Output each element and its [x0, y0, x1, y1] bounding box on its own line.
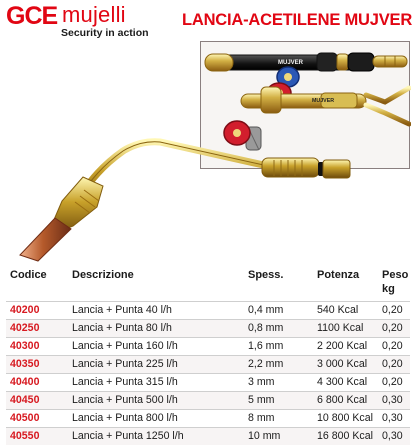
gce-logo: GCE — [6, 2, 58, 30]
code-cell: 40250 — [10, 322, 40, 334]
power-cell: 540 Kcal — [317, 304, 359, 316]
thickness-cell: 5 mm — [248, 394, 275, 406]
table-row — [6, 355, 410, 373]
weight-cell: 0,20 — [382, 322, 403, 334]
description-cell: Lancia + Punta 500 l/h — [72, 394, 178, 406]
product-title: LANCIA-ACETILENE MUJVER — [182, 11, 413, 29]
thickness-cell: 0,4 mm — [248, 304, 284, 316]
power-cell: 10 800 Kcal — [317, 412, 373, 424]
brand-logo — [6, 4, 166, 48]
photo-label-top: MUJVER — [278, 60, 304, 66]
description-cell: Lancia + Punta 315 l/h — [72, 376, 178, 388]
weight-cell: 0,20 — [382, 358, 403, 370]
thickness-cell: 1,6 mm — [248, 340, 284, 352]
weight-cell: 0,30 — [382, 412, 403, 424]
code-cell: 40450 — [10, 394, 40, 406]
handle-bottom-photo — [241, 87, 409, 150]
description-cell: Lancia + Punta 160 l/h — [72, 340, 178, 352]
brand-tagline: Security in action — [61, 27, 149, 39]
code-cell: 40550 — [10, 430, 40, 442]
column-header-spess: Spess. — [248, 269, 284, 281]
table-row — [6, 319, 410, 337]
power-cell: 1100 Kcal — [317, 322, 364, 334]
handle-top-photo — [205, 53, 407, 71]
column-header-potenza: Potenza — [317, 269, 360, 281]
thickness-cell: 2,2 mm — [248, 358, 284, 370]
code-cell: 40400 — [10, 376, 40, 388]
photo-label-bottom: MUJVER — [312, 98, 335, 104]
red-valve-knob-bottom — [224, 121, 250, 145]
table-row — [6, 427, 410, 445]
thickness-cell: 10 mm — [248, 430, 281, 442]
power-cell: 3 000 Kcal — [317, 358, 368, 370]
thickness-cell: 3 mm — [248, 376, 275, 388]
power-cell: 6 800 Kcal — [317, 394, 368, 406]
code-cell: 40350 — [10, 358, 40, 370]
thickness-cell: 0,8 mm — [248, 322, 284, 334]
description-cell: Lancia + Punta 800 l/h — [72, 412, 178, 424]
mujelli-logo: mujelli — [62, 2, 126, 27]
description-cell: Lancia + Punta 225 l/h — [72, 358, 178, 370]
table-row — [6, 409, 410, 427]
power-cell: 2 200 Kcal — [317, 340, 368, 352]
torch-photo-illustration — [201, 42, 411, 170]
weight-cell: 0,20 — [382, 304, 403, 316]
column-header-peso: Peso kg — [382, 269, 409, 295]
code-cell: 40300 — [10, 340, 40, 352]
thickness-cell: 8 mm — [248, 412, 275, 424]
power-cell: 16 800 Kcal — [317, 430, 373, 442]
product-table — [6, 268, 410, 445]
product-photo-box — [200, 41, 410, 169]
description-cell: Lancia + Punta 1250 l/h — [72, 430, 184, 442]
weight-cell: 0,20 — [382, 376, 403, 388]
table-row — [6, 337, 410, 355]
description-cell: Lancia + Punta 80 l/h — [72, 322, 172, 334]
power-cell: 4 300 Kcal — [317, 376, 368, 388]
weight-cell: 0,20 — [382, 340, 403, 352]
table-row — [6, 391, 410, 409]
column-header-codice: Codice — [10, 269, 47, 281]
table-row — [6, 373, 410, 391]
code-cell: 40500 — [10, 412, 40, 424]
weight-cell: 0,30 — [382, 394, 403, 406]
table-header — [6, 268, 410, 301]
weight-cell: 0,30 — [382, 430, 403, 442]
description-cell: Lancia + Punta 40 l/h — [72, 304, 172, 316]
table-row — [6, 301, 410, 319]
column-header-descrizione: Descrizione — [72, 269, 134, 281]
code-cell: 40200 — [10, 304, 40, 316]
